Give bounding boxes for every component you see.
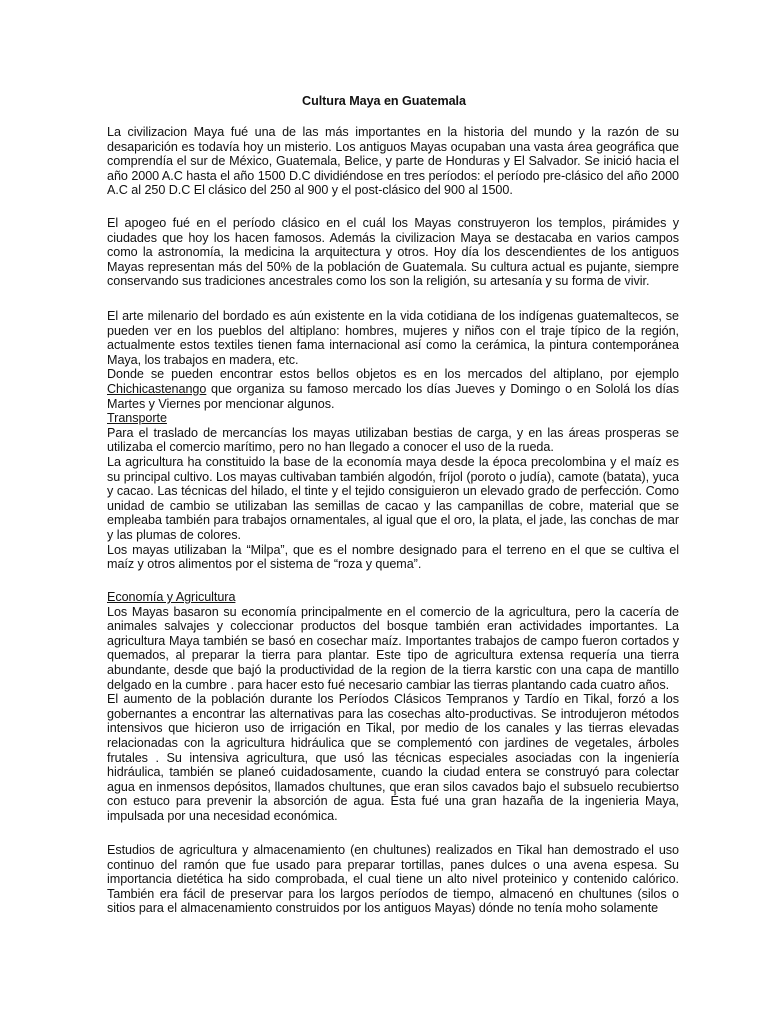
paragraph-transporte: Para el traslado de mercancías los mayas utilizaban bestias de carga, y en las áreas prosperas se utilizaba el comercio marítimo, pero no han llegado a conocer el uso de la rueda. <box>107 425 679 455</box>
paragraph-mercados <box>107 367 679 411</box>
section-economia <box>107 590 679 824</box>
heading-economia-agricultura: Economía y Agricultura <box>107 590 236 604</box>
mercados-text-before: Donde se pueden encontrar estos bellos objetos es en los mercados del altiplano, por ejemplo <box>107 367 679 382</box>
section-intro <box>107 125 679 198</box>
paragraph-poblacion: El aumento de la población durante los Períodos Clásicos Tempranos y Tardío en Tikal, forzó a los gobernantes a encontrar las alternativas para las cosechas alto-productivas. Se introdujeron métodos intensivos que hicieron uso de irrigación en Tikal, por medio de los canales y las tierras elevadas relacionadas con la agricultura hidráulica que se complementó con jardines de vegetales, árboles frutales . Su intensiva agricultura, que usó las técnicas especiales asociadas con la ingeniería hidráulica, también se planeó cuidadosamente, cuando la ciudad entera se construyó para colectar agua en inmensos depósitos, llamados chultunes, que eran silos cavados bajo el subsuelo recubiertso con estuco para prevenir la absorción de agua. Ésta fué una gran hazaña de la ingenieria Maya, impulsada por una necesidad económica. <box>107 692 679 823</box>
paragraph-agricultura-base: La agricultura ha constituido la base de la economía maya desde la época precolombina y el maíz es su principal cultivo. Los mayas cultivaban también algodón, fríjol (poroto o judía), camote (batata), yuca y cacao. Las técnicas del hilado, el tinte y el tejido consiguieron un elevado grado de perfección. Como unidad de cambio se utilizaban las semillas de cacao y las campanillas de cobre, material que se empleaba también para trabajos ornamentales, al igual que el oro, la plata, el jade, las conchas de mar y las plumas de colores. <box>107 454 679 542</box>
heading-transporte: Transporte <box>107 411 167 426</box>
paragraph-apogeo: El apogeo fué en el período clásico en el cuál los Mayas construyeron los templos, pirámides y ciudades que hoy los hacen famosos. Además la civilizacion Maya se destacaba en varios campos como la astronomía, la medicina la arquitectura y otros. Hoy día los descendientes de los antiguos Mayas representan más del 50% de la población de Guatemala. Su cultura actual es pujante, siempre conservando sus tradiciones ancestrales como los son la religión, su artesanía y su forma de vivir. <box>107 216 679 289</box>
paragraph-civilizacion: La civilizacion Maya fué una de las más importantes en la historia del mundo y la razón de su desaparición es todavía hoy un misterio. Los antiguos Mayas ocupaban una vasta área geográfica que comprendía el sur de México, Guatemala, Belice, y parte de Honduras y El Salvador. Se inició hacia el año 2000 A.C hasta el año 1500 D.C dividiéndose en tres períodos: el período pre-clásico del año 2000 A.C al 250 D.C El clásico del 250 al 900 y el post-clásico del 900 al 1500. <box>107 125 679 198</box>
paragraph-economia: Los Mayas basaron su economía principalmente en el comercio de la agricultura, pero la cacería de animales salvajes y coleccionar productos del bosque también eran actividades importantes. La agricultura Maya también se basó en cosechar maíz. Importantes trabajos de campo fueron cortados y quemados, al preparar la tierra para plantar. Este tipo de agricultura extensa requería una tierra abundante, desde que bajó la productividad de la region de la tierra karstic con una capa de mantillo delgado en la cumbre . para hacer esto fué necesario cambiar las tierras plantando cada cuatro años. <box>107 604 679 692</box>
chichicastenango-link[interactable]: Chichicastenango <box>107 381 207 396</box>
section-apogeo <box>107 216 679 289</box>
section-arte <box>107 309 679 572</box>
paragraph-estudios: Estudios de agricultura y almacenamiento (en chultunes) realizados en Tikal han demostrado el uso continuo del ramón que fue usado para preparar tortillas, panes dulces o una avena espesa. Su importancia dietética ha sido comprobada, el cual tiene un alto nivel proteinico y contenido calórico. También era fácil de preservar para los largos períodos de tiempo, almacenó en chultunes (silos o sitios para el almacenamiento construidos por los antiguos Mayas) dónde no tenía moho solamente <box>107 843 679 916</box>
mercados-text-after: que organiza su famoso mercado los días Jueves y Domingo o en Sololá los días Martes y Viernes por mencionar algunos. <box>107 381 679 411</box>
paragraph-milpa: Los mayas utilizaban la “Milpa”, que es el nombre designado para el terreno en el que se cultiva el maíz y otros alimentos por el sistema de “roza y quema”. <box>107 542 679 572</box>
document-title: Cultura Maya en Guatemala <box>302 94 466 108</box>
paragraph-bordado: El arte milenario del bordado es aún existente en la vida cotidiana de los indígenas guatemaltecos, se pueden ver en los pueblos del altiplano: hombres, mujeres y niños con el traje típico de la región, actualmente estos textiles tienen fama internacional así como la cerámica, la pintura contemporánea Maya, los trabajos en madera, etc. <box>107 309 679 367</box>
section-estudios <box>107 843 679 916</box>
